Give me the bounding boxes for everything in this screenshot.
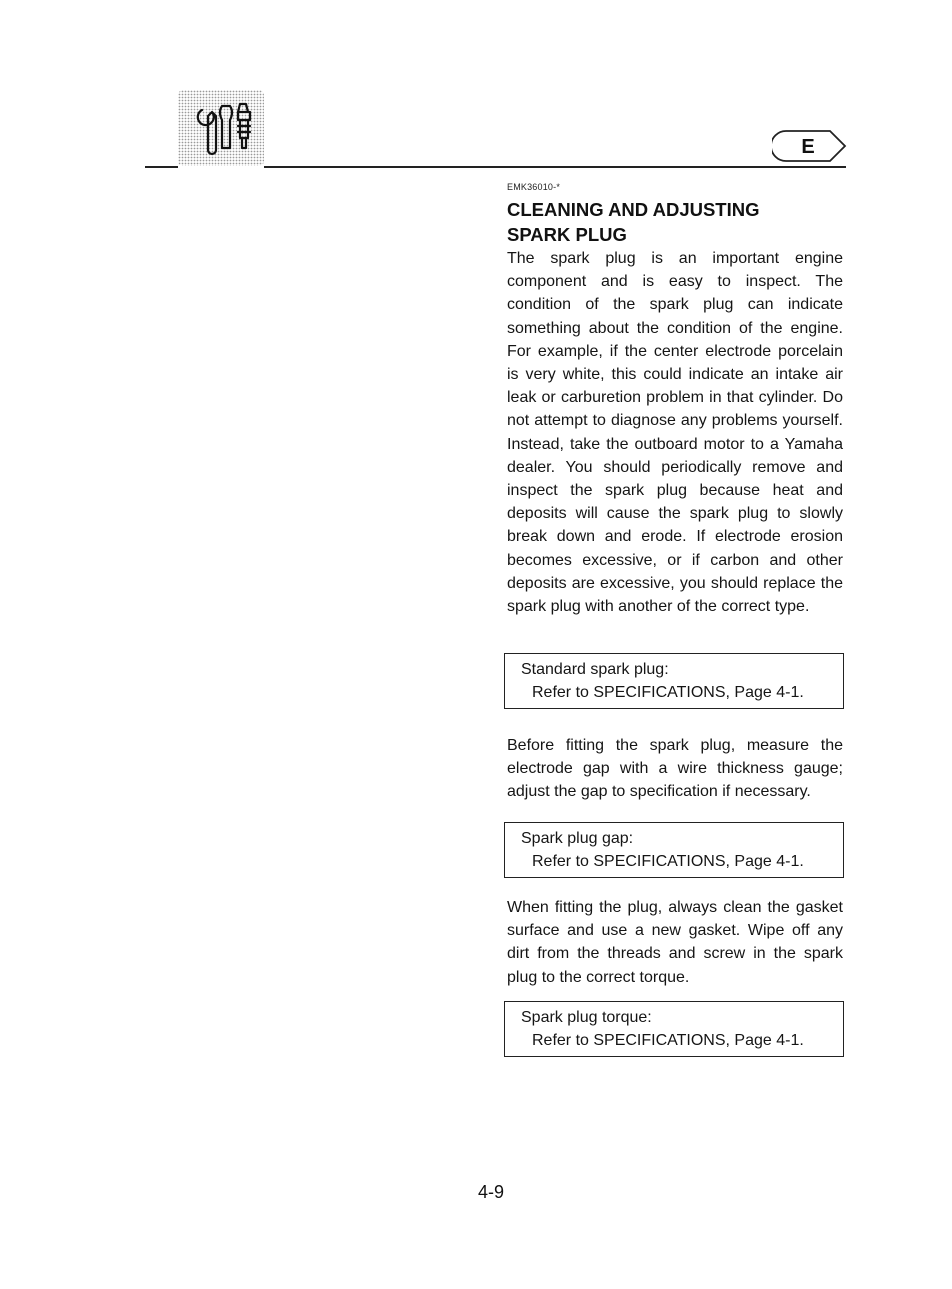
spec-box-standard-plug	[504, 653, 844, 709]
spec-value: Refer to SPECIFICATIONS, Page 4-1.	[532, 1032, 804, 1049]
spec-value: Refer to SPECIFICATIONS, Page 4-1.	[532, 684, 804, 701]
section-title	[507, 197, 847, 247]
header-rule-left	[145, 166, 178, 168]
intro-paragraph: The spark plug is an important engine component and is easy to inspect. The condition of the spark plug can indicate something about the condition of the engine. For example, if the center electrode porcelain is very white, this could indicate an intake air leak or carburetion problem in that cylinder. Do not attempt to diagnose any problems yourself. Instead, take the outboard motor to a Yamaha dealer. You should periodically remove and inspect the spark plug because heat and deposits will cause the spark plug to slowly break down and erode. If electrode erosion becomes excessive, or if carbon and other deposits are excessive, you should replace the spark plug with another of the correct type.	[507, 250, 843, 616]
spec-label: Standard spark plug:	[521, 661, 669, 678]
language-badge-icon	[772, 129, 848, 163]
page-number: 4-9	[478, 1182, 505, 1202]
tools-and-spark-plug-icon	[178, 90, 264, 166]
spec-box-plug-gap	[504, 822, 844, 878]
spec-label: Spark plug torque:	[521, 1009, 652, 1026]
header-rule-right	[264, 166, 846, 168]
fitting-paragraph: When fitting the plug, always clean the gasket surface and use a new gasket. Wipe off any dirt from the threads and screw in the spark plug to the correct torque.	[507, 899, 843, 986]
spec-box-plug-torque	[504, 1001, 844, 1057]
gap-paragraph: Before fitting the spark plug, measure the electrode gap with a wire thickness gauge; adjust the gap to specification if necessary.	[507, 737, 843, 801]
language-badge-label: E	[801, 136, 815, 158]
section-title-line2: SPARK PLUG	[507, 224, 627, 245]
spec-label: Spark plug gap:	[521, 830, 634, 847]
spec-value: Refer to SPECIFICATIONS, Page 4-1.	[532, 853, 804, 870]
document-code: EMK36010-*	[507, 182, 561, 192]
section-title-line1: CLEANING AND ADJUSTING	[507, 199, 760, 220]
